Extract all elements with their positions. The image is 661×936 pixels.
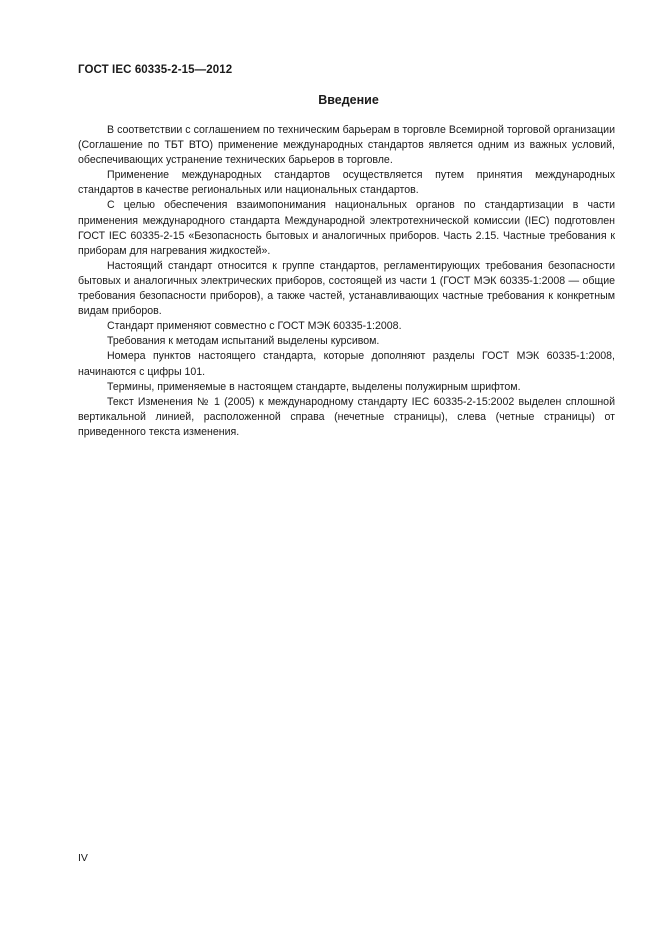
section-title: Введение — [318, 93, 379, 107]
paragraph-terms: Термины, применяемые в настоящем стандарте, выделены полужирным шрифтом. — [107, 380, 521, 393]
paragraph-test-methods: Требования к методам испытаний выделены курсивом. — [107, 335, 380, 348]
introduction-body — [78, 123, 615, 440]
paragraph-mutual-understanding: С целью обеспечения взаимопонимания национальных органов по стандартизации в части применения международного стандарта Международной электротехнической комиссии (IEC) подготовлен ГОСТ IEC 60335-2-15 «Безопасность бытовых и аналогичных приборов. Часть 2.15. Частные требования к приборам для нагревания жидкостей». — [78, 199, 615, 257]
paragraph-application: Применение международных стандартов осуществляется путем принятия международных стандартов в качестве региональных или национальных стандартов. — [78, 169, 615, 197]
paragraph-amendment: Текст Изменения № 1 (2005) к международному стандарту IEC 60335-2-15:2002 выделен сплошной вертикальной линией, расположенной справа (нечетные страницы), слева (четные страницы) от приведенного текста изменения. — [78, 395, 615, 438]
page-number: IV — [78, 852, 88, 864]
paragraph-standard-group: Настоящий стандарт относится к группе стандартов, регламентирующих требования безопасности бытовых и аналогичных электрических приборов, состоящей из части 1 (ГОСТ МЭК 60335-1:2008 — общие требования безопасности приборов), а также частей, устанавливающих частные требования к конкретным видам приборов. — [78, 259, 615, 318]
paragraph-clause-numbers: Номера пунктов настоящего стандарта, которые дополняют разделы ГОСТ МЭК 60335-1:2008, начинаются с цифры 101. — [78, 350, 615, 378]
standard-code-header: ГОСТ IEC 60335-2-15—2012 — [78, 64, 233, 76]
paragraph-wto-agreement: В соответствии с соглашением по техническим барьерам в торговле Всемирной торговой организации (Соглашение по ТБТ ВТО) применение международных стандартов является одним из важных условий, обеспечивающих устранение технических барьеров в торговле. — [78, 124, 615, 167]
paragraph-joint-use: Стандарт применяют совместно с ГОСТ МЭК 60335-1:2008. — [107, 320, 402, 333]
